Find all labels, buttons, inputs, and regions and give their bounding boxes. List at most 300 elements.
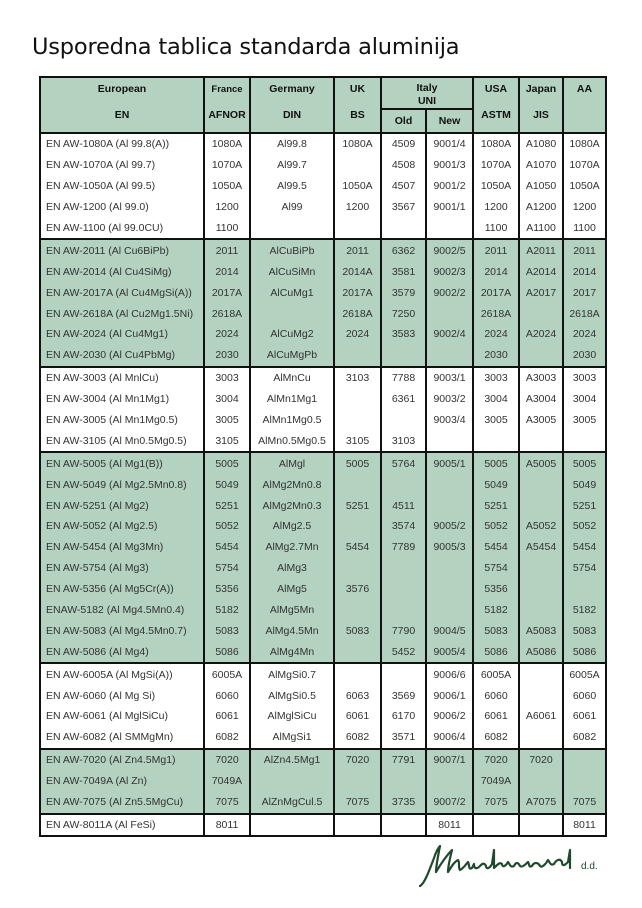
cell-uni-new: 8011 [426,814,473,837]
header-aa [563,77,606,133]
cell-din [250,303,334,324]
cell-uni-old: 4508 [381,155,426,176]
cell-afnor: 6061 [204,706,250,727]
cell-en: EN AW-3005 (Al Mn1Mg0.5) [40,410,204,431]
cell-bs [334,155,381,176]
cell-uni-old: 3103 [381,430,426,452]
cell-uni-old [381,814,426,837]
cell-din: Al99.8 [250,133,334,155]
cell-din: AlMgSi1 [250,727,334,749]
cell-jis: A1200 [519,197,563,218]
cell-afnor: 1100 [204,218,250,240]
cell-en: EN AW-1200 (Al 99.0) [40,197,204,218]
table-row [40,814,606,837]
cell-astm: 5052 [473,516,519,537]
cell-en: EN AW-5052 (Al Mg2.5) [40,516,204,537]
cell-astm: 5454 [473,537,519,558]
cell-aa: 3004 [563,389,606,410]
cell-astm: 5086 [473,641,519,663]
header-usa-label: USA [484,83,508,95]
cell-jis: A5052 [519,516,563,537]
cell-astm: 5251 [473,495,519,516]
cell-bs [334,771,381,792]
cell-afnor: 3004 [204,389,250,410]
cell-din: AlMglSiCu [250,706,334,727]
cell-en: EN AW-5356 (Al Mg5Cr(A)) [40,579,204,600]
cell-uni-old [381,345,426,367]
cell-din: Al99.7 [250,155,334,176]
cell-astm [473,814,519,837]
cell-bs: 5251 [334,495,381,516]
cell-jis [519,303,563,324]
cell-uni-new: 9003/2 [426,389,473,410]
table-row [40,600,606,621]
cell-en: EN AW-3105 (Al Mn0.5Mg0.5) [40,430,204,452]
cell-afnor: 5052 [204,516,250,537]
cell-astm: 3005 [473,410,519,431]
cell-en: EN AW-3004 (Al Mn1Mg1) [40,389,204,410]
logo-suffix: d.d. [581,861,598,872]
cell-uni-new [426,430,473,452]
cell-uni-new: 9003/4 [426,410,473,431]
cell-aa: 6005A [563,663,606,685]
cell-astm [473,430,519,452]
cell-uni-new: 9006/2 [426,706,473,727]
cell-aa: 1080A [563,133,606,155]
cell-afnor: 5083 [204,620,250,641]
cell-astm: 5083 [473,620,519,641]
cell-bs: 5083 [334,620,381,641]
cell-din: AlMnCu [250,367,334,389]
cell-din: AlMg4Mn [250,641,334,663]
header-european [40,77,204,133]
table-row [40,452,606,474]
cell-afnor: 2017A [204,282,250,303]
cell-uni-old [381,474,426,495]
cell-en: EN AW-5005 (Al Mg1(B)) [40,452,204,474]
cell-bs [334,600,381,621]
cell-afnor: 6005A [204,663,250,685]
cell-uni-new [426,303,473,324]
cell-bs: 6063 [334,685,381,706]
cell-en: EN AW-6061 (Al MglSiCu) [40,706,204,727]
header-italy [381,77,473,109]
cell-afnor: 2024 [204,324,250,345]
cell-aa: 1100 [563,218,606,240]
cell-din: AlMg5 [250,579,334,600]
cell-aa: 8011 [563,814,606,837]
table-row [40,706,606,727]
cell-aa: 5251 [563,495,606,516]
table-row [40,537,606,558]
cell-astm: 1100 [473,218,519,240]
cell-din: AlCuBiPb [250,239,334,261]
cell-uni-new: 9001/4 [426,133,473,155]
cell-uni-old: 6170 [381,706,426,727]
cell-aa: 2024 [563,324,606,345]
cell-afnor: 2030 [204,345,250,367]
cell-aa: 5086 [563,641,606,663]
cell-uni-new: 9006/6 [426,663,473,685]
cell-din: AlMg2Mn0.8 [250,474,334,495]
cell-en: EN AW-2017A (Al Cu4MgSi(A)) [40,282,204,303]
cell-uni-old: 3581 [381,261,426,282]
table-row [40,727,606,749]
table-row [40,749,606,771]
cell-astm: 3003 [473,367,519,389]
cell-din [250,218,334,240]
cell-en: EN AW-1050A (Al 99.5) [40,176,204,197]
cell-jis [519,345,563,367]
cell-astm: 1200 [473,197,519,218]
cell-din: AlMg2.7Mn [250,537,334,558]
cell-bs: 2017A [334,282,381,303]
cell-uni-new: 9005/1 [426,452,473,474]
cell-astm: 1070A [473,155,519,176]
cell-din: AlMn1Mg1 [250,389,334,410]
cell-en: EN AW-5251 (Al Mg2) [40,495,204,516]
cell-jis: A3003 [519,367,563,389]
cell-afnor: 1050A [204,176,250,197]
cell-aa: 6082 [563,727,606,749]
cell-din: AlMn0.5Mg0.5 [250,430,334,452]
cell-afnor: 6082 [204,727,250,749]
cell-uni-new: 9004/5 [426,620,473,641]
cell-uni-old: 4511 [381,495,426,516]
cell-din: AlMn1Mg0.5 [250,410,334,431]
cell-bs: 2011 [334,239,381,261]
cell-afnor: 2014 [204,261,250,282]
table-row [40,239,606,261]
header-uk-label: UK [349,83,366,95]
cell-jis [519,727,563,749]
cell-astm: 6082 [473,727,519,749]
cell-uni-new [426,771,473,792]
cell-jis: A1080 [519,133,563,155]
table-row [40,663,606,685]
cell-en: EN AW-2011 (Al Cu6BiPb) [40,239,204,261]
cell-din: AlMgl [250,452,334,474]
header-uni-label: UNI [417,95,437,107]
cell-uni-old: 6361 [381,389,426,410]
cell-jis: A2011 [519,239,563,261]
cell-bs: 5454 [334,537,381,558]
cell-bs: 6061 [334,706,381,727]
cell-uni-new [426,495,473,516]
table-row [40,474,606,495]
cell-en: EN AW-5083 (Al Mg4.5Mn0.7) [40,620,204,641]
header-uk [334,77,381,133]
cell-uni-new: 9007/1 [426,749,473,771]
cell-uni-old: 3567 [381,197,426,218]
page-title: Usporedna tablica standarda aluminija [32,34,460,60]
cell-afnor: 5086 [204,641,250,663]
cell-bs: 2014A [334,261,381,282]
cell-aa: 2017 [563,282,606,303]
cell-astm: 2024 [473,324,519,345]
cell-en: EN AW-5086 (Al Mg4) [40,641,204,663]
cell-en: EN AW-5454 (Al Mg3Mn) [40,537,204,558]
cell-afnor: 5356 [204,579,250,600]
cell-jis: A1050 [519,176,563,197]
cell-uni-old [381,410,426,431]
cell-jis [519,558,563,579]
cell-astm: 2030 [473,345,519,367]
header-japan-label: Japan [525,83,557,95]
cell-afnor: 5182 [204,600,250,621]
cell-jis [519,771,563,792]
header-aa-label: AA [576,83,593,95]
cell-din: Al99.5 [250,176,334,197]
cell-afnor: 5754 [204,558,250,579]
cell-din: AlMgSi0.5 [250,685,334,706]
cell-aa: 5182 [563,600,606,621]
cell-afnor: 1200 [204,197,250,218]
cell-en: EN AW-5049 (Al Mg2.5Mn0.8) [40,474,204,495]
header-european-label: European [97,83,147,95]
cell-astm: 6061 [473,706,519,727]
header-italy-label: Italy [416,82,438,94]
cell-uni-new: 9005/2 [426,516,473,537]
cell-en: EN AW-2030 (Al Cu4PbMg) [40,345,204,367]
header-italy-old: Old [381,109,426,133]
cell-uni-new: 9002/5 [426,239,473,261]
cell-aa: 5049 [563,474,606,495]
cell-uni-old [381,663,426,685]
cell-en: EN AW-1070A (Al 99.7) [40,155,204,176]
cell-uni-old [381,218,426,240]
cell-astm: 1050A [473,176,519,197]
cell-afnor: 1070A [204,155,250,176]
cell-jis: A1070 [519,155,563,176]
cell-aa: 5454 [563,537,606,558]
cell-bs [334,410,381,431]
header-astm-label: ASTM [481,109,511,121]
cell-aa: 7075 [563,792,606,814]
cell-astm: 6060 [473,685,519,706]
cell-astm: 1080A [473,133,519,155]
cell-bs [334,663,381,685]
cell-bs: 2024 [334,324,381,345]
table-row [40,558,606,579]
cell-jis: A5005 [519,452,563,474]
table-row [40,367,606,389]
cell-uni-new [426,345,473,367]
cell-en: EN AW-2024 (Al Cu4Mg1) [40,324,204,345]
cell-en: EN AW-7075 (Al Zn5.5MgCu) [40,792,204,814]
table-row [40,261,606,282]
cell-en: EN AW-6060 (Al Mg Si) [40,685,204,706]
cell-bs: 2618A [334,303,381,324]
cell-afnor: 5005 [204,452,250,474]
cell-astm: 2618A [473,303,519,324]
cell-uni-old: 3574 [381,516,426,537]
cell-astm: 5356 [473,579,519,600]
cell-uni-old: 5452 [381,641,426,663]
cell-astm: 2014 [473,261,519,282]
cell-en: EN AW-7049A (Al Zn) [40,771,204,792]
header-jis-label: JIS [533,109,549,121]
cell-uni-new: 9001/1 [426,197,473,218]
cell-din: AlMg5Mn [250,600,334,621]
header-usa [473,77,519,133]
table-row [40,303,606,324]
cell-din: AlCuMgPb [250,345,334,367]
cell-astm: 2011 [473,239,519,261]
cell-astm: 7049A [473,771,519,792]
cell-uni-old: 7791 [381,749,426,771]
cell-en: EN AW-2014 (Al Cu4SiMg) [40,261,204,282]
cell-afnor: 2011 [204,239,250,261]
cell-aa: 2618A [563,303,606,324]
cell-uni-old [381,600,426,621]
cell-din [250,771,334,792]
cell-en: EN AW-1080A (Al 99.8(A)) [40,133,204,155]
cell-uni-new [426,600,473,621]
cell-din: AlMg2.5 [250,516,334,537]
cell-uni-old: 4509 [381,133,426,155]
cell-jis: A5083 [519,620,563,641]
header-afnor-label: AFNOR [208,109,246,121]
cell-afnor: 1080A [204,133,250,155]
header-germany [250,77,334,133]
cell-jis: A1100 [519,218,563,240]
cell-astm: 5754 [473,558,519,579]
aluminium-standards-table [39,76,607,837]
cell-afnor: 7049A [204,771,250,792]
table-row [40,410,606,431]
cell-uni-old: 7790 [381,620,426,641]
cell-afnor: 5251 [204,495,250,516]
cell-din: AlMgSi0.7 [250,663,334,685]
cell-jis: A3004 [519,389,563,410]
cell-jis: A2024 [519,324,563,345]
cell-uni-old: 3569 [381,685,426,706]
cell-astm: 3004 [473,389,519,410]
cell-din: AlCuSiMn [250,261,334,282]
cell-en: EN AW-2618A (Al Cu2Mg1.5Ni) [40,303,204,324]
cell-din: AlZnMgCul.5 [250,792,334,814]
cell-uni-new: 9002/2 [426,282,473,303]
cell-aa: 2030 [563,345,606,367]
cell-bs [334,345,381,367]
cell-afnor: 8011 [204,814,250,837]
table-row [40,345,606,367]
cell-en: EN AW-5754 (Al Mg3) [40,558,204,579]
cell-uni-new: 9005/3 [426,537,473,558]
cell-din: AlZn4.5Mg1 [250,749,334,771]
cell-uni-old: 3571 [381,727,426,749]
header-france [204,77,250,133]
cell-bs [334,641,381,663]
cell-aa: 6061 [563,706,606,727]
table-row [40,685,606,706]
cell-uni-new: 9001/3 [426,155,473,176]
cell-astm: 5005 [473,452,519,474]
cell-en: EN AW-6005A (Al MgSi(A)) [40,663,204,685]
cell-bs [334,814,381,837]
cell-aa: 2011 [563,239,606,261]
table-row [40,641,606,663]
cell-aa: 5083 [563,620,606,641]
cell-uni-new: 9006/4 [426,727,473,749]
table-body [40,133,606,836]
cell-jis: A2014 [519,261,563,282]
table-row [40,133,606,155]
cell-uni-new: 9006/1 [426,685,473,706]
cell-aa: 1200 [563,197,606,218]
table-row [40,430,606,452]
cell-aa: 5754 [563,558,606,579]
cell-en: EN AW-8011A (Al FeSi) [40,814,204,837]
cell-bs: 1080A [334,133,381,155]
table-row [40,282,606,303]
cell-astm: 2017A [473,282,519,303]
cell-bs: 7075 [334,792,381,814]
cell-jis: A2017 [519,282,563,303]
cell-uni-new: 9001/2 [426,176,473,197]
header-en-label: EN [114,109,130,121]
cell-aa: 1070A [563,155,606,176]
cell-jis: 7020 [519,749,563,771]
header-italy-new: New [426,109,473,133]
cell-afnor: 3105 [204,430,250,452]
cell-jis [519,685,563,706]
cell-uni-old: 5764 [381,452,426,474]
header-japan [519,77,563,133]
header-bs-label: BS [350,109,365,121]
cell-bs [334,474,381,495]
cell-afnor: 3003 [204,367,250,389]
cell-uni-new [426,474,473,495]
cell-bs: 3103 [334,367,381,389]
cell-uni-old [381,771,426,792]
cell-aa: 5052 [563,516,606,537]
cell-uni-old: 7789 [381,537,426,558]
cell-aa [563,749,606,771]
cell-uni-old: 6362 [381,239,426,261]
cell-aa: 6060 [563,685,606,706]
cell-jis: A5454 [519,537,563,558]
table-row [40,516,606,537]
table-row [40,579,606,600]
cell-aa: 1050A [563,176,606,197]
cell-afnor: 3005 [204,410,250,431]
cell-afnor: 5454 [204,537,250,558]
cell-jis [519,495,563,516]
cell-bs [334,558,381,579]
cell-afnor: 7075 [204,792,250,814]
cell-bs: 7020 [334,749,381,771]
cell-jis [519,579,563,600]
cell-uni-old: 4507 [381,176,426,197]
cell-bs [334,516,381,537]
cell-aa: 3003 [563,367,606,389]
header-germany-label: Germany [269,83,315,95]
cell-bs: 6082 [334,727,381,749]
cell-astm: 7020 [473,749,519,771]
cell-jis: A5086 [519,641,563,663]
table-row [40,176,606,197]
cell-uni-old: 7788 [381,367,426,389]
cell-din: AlMg3 [250,558,334,579]
table-row [40,197,606,218]
cell-uni-new [426,218,473,240]
cell-astm: 6005A [473,663,519,685]
table-row [40,389,606,410]
cell-din [250,814,334,837]
cell-uni-new: 9005/4 [426,641,473,663]
